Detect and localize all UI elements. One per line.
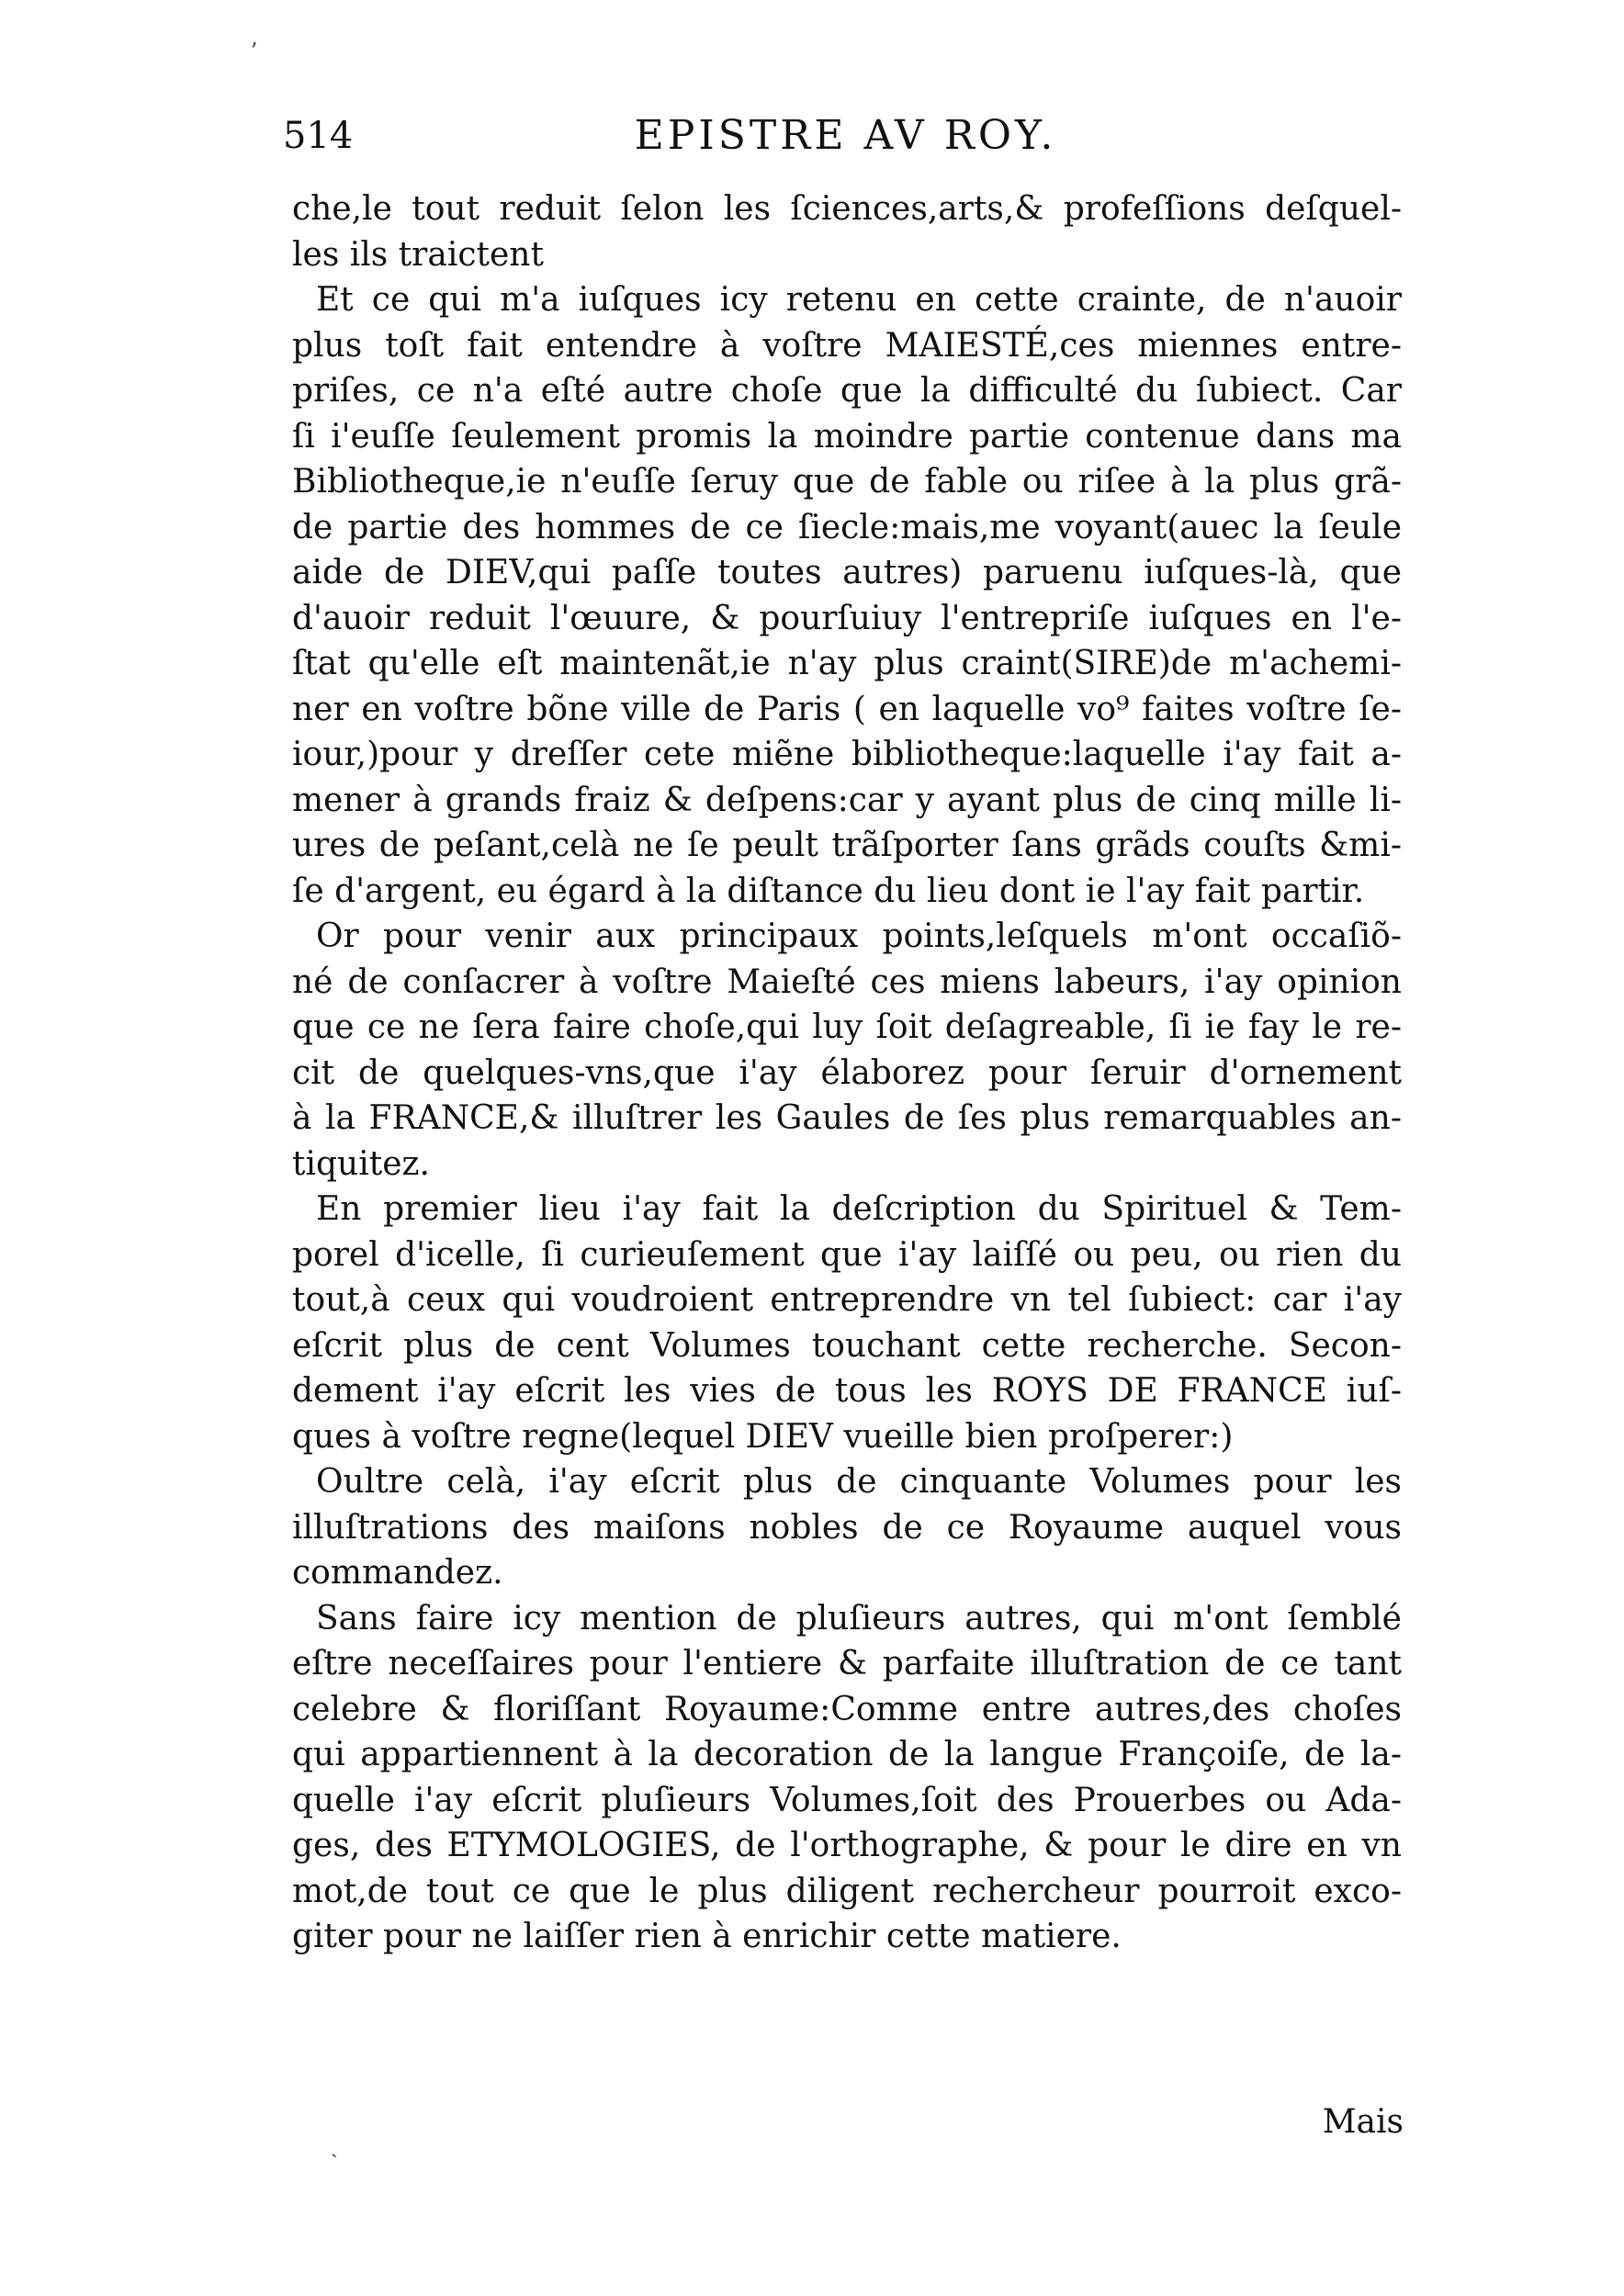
text-line: de partie des hommes de ce ſiecle:mais,me voyant(auec la ſeule: [292, 508, 1402, 546]
text-line: iour,)pour y dreſſer cete miẽne bibliotheque:laquelle i'ay fait a-: [292, 736, 1402, 773]
page-number: 514: [283, 115, 354, 157]
text-line: porel d'icelle, ſi curieuſement que i'ay laiſſé ou peu, ou rien du: [292, 1235, 1402, 1274]
running-title: EPISTRE AV ROY.: [634, 112, 1057, 159]
text-line: commandez.: [292, 1554, 503, 1592]
text-line: mener à grands fraiz & deſpens:car y ayant plus de cinq mille li-: [292, 781, 1402, 819]
text-line: ures de peſant,celà ne ſe peult trãſporter ſans grãds couſts &mi-: [292, 827, 1402, 864]
text-line: eſtre neceſſaires pour l'entiere & parfaite illuſtration de ce tant: [292, 1645, 1402, 1683]
text-line: che,le tout reduit ſelon les ſciences,arts,& profeſſions deſquel-: [292, 190, 1402, 228]
text-line: qui appartiennent à la decoration de la langue Françoiſe, de la-: [292, 1736, 1402, 1773]
text-line: ſe d'argent, eu égard à la diſtance du lieu dont ie l'ay fait partir.: [292, 872, 1365, 910]
text-line: ſtat qu'elle eſt maintenãt,ie n'ay plus craint(SIRE)de m'achemi-: [292, 645, 1402, 682]
body-text: [292, 186, 1402, 1960]
text-line: eſcrit plus de cent Volumes touchant cette recherche. Secon-: [292, 1326, 1402, 1365]
text-line: giter pour ne laiſſer rien à enrichir cette matiere.: [292, 1918, 1122, 1955]
text-line: aide de DIEV,qui paſſe toutes autres) paruenu iuſques-là, que: [292, 554, 1402, 591]
text-line: mot,de tout ce que le plus diligent rechercheur pourroit exco-: [292, 1872, 1402, 1910]
text-line: plus toſt fait entendre à voſtre MAIESTÉ,ces miennes entre-: [292, 326, 1402, 365]
text-line: quelle i'ay eſcrit pluſieurs Volumes,ſoit des Prouerbes ou Ada-: [292, 1781, 1402, 1819]
text-line: priſes, ce n'a eſté autre choſe que la difficulté du ſubiect. Car: [292, 372, 1402, 410]
text-line: ges, des ETYMOLOGIES, de l'orthographe, & pour le dire en vn: [292, 1827, 1402, 1864]
paragraph-start-line: Et ce qui m'a iuſques icy retenu en cette crainte, de n'auoir: [316, 281, 1402, 319]
text-line: ſi i'euſſe ſeulement promis la moindre partie contenue dans ma: [292, 417, 1402, 456]
catchword: Mais: [1322, 2103, 1404, 2141]
text-line: cit de quelques-vns,que i'ay élaborez pour ſeruir d'ornement: [292, 1053, 1402, 1092]
text-line: tout,à ceux qui voudroient entreprendre vn tel ſubiect: car i'ay: [292, 1281, 1402, 1319]
text-line: que ce ne ſera faire choſe,qui luy ſoit deſagreable, ſi ie fay le re-: [292, 1008, 1402, 1046]
paragraph-start-line: Oultre celà, i'ay eſcrit plus de cinquante Volumes pour les: [316, 1463, 1402, 1501]
text-line: ner en voſtre bõne ville de Paris ( en laquelle vo⁹ faites voſtre ſe-: [292, 690, 1402, 728]
text-line: tiquitez.: [292, 1144, 430, 1183]
paragraph-start-line: En premier lieu i'ay fait la deſcription du Spirituel & Tem-: [316, 1190, 1402, 1228]
page-header: [283, 108, 1408, 173]
stray-ink-mark: ˎ: [331, 2133, 338, 2158]
text-line: à la FRANCE,& illuſtrer les Gaules de ſes plus remarquables an-: [292, 1099, 1402, 1137]
text-line: les ils traictent: [292, 235, 544, 274]
text-line: Bibliotheque,ie n'euſſe ſeruy que de fable ou riſee à la plus grã-: [292, 463, 1402, 501]
text-line: d'auoir reduit l'œuure, & pourſuiuy l'entrepriſe iuſques en l'e-: [292, 599, 1402, 637]
text-line: dement i'ay eſcrit les vies de tous les ROYS DE FRANCE iuſ-: [292, 1372, 1402, 1410]
paragraph-start-line: Or pour venir aux principaux points,leſquels m'ont occaſiõ-: [316, 917, 1402, 955]
text-line: illuſtrations des maiſons nobles de ce Royaume auquel vous: [292, 1508, 1402, 1547]
text-line: né de conſacrer à voſtre Maieſté ces miens labeurs, i'ay opinion: [292, 962, 1402, 1001]
text-line: celebre & floriſſant Royaume:Comme entre autres,des choſes: [292, 1690, 1402, 1728]
text-line: ques à voſtre regne(lequel DIEV vueille bien proſperer:): [292, 1417, 1234, 1456]
paragraph-start-line: Sans faire icy mention de pluſieurs autres, qui m'ont ſemblé: [316, 1599, 1402, 1638]
stray-ink-mark: ʼ: [250, 39, 257, 64]
